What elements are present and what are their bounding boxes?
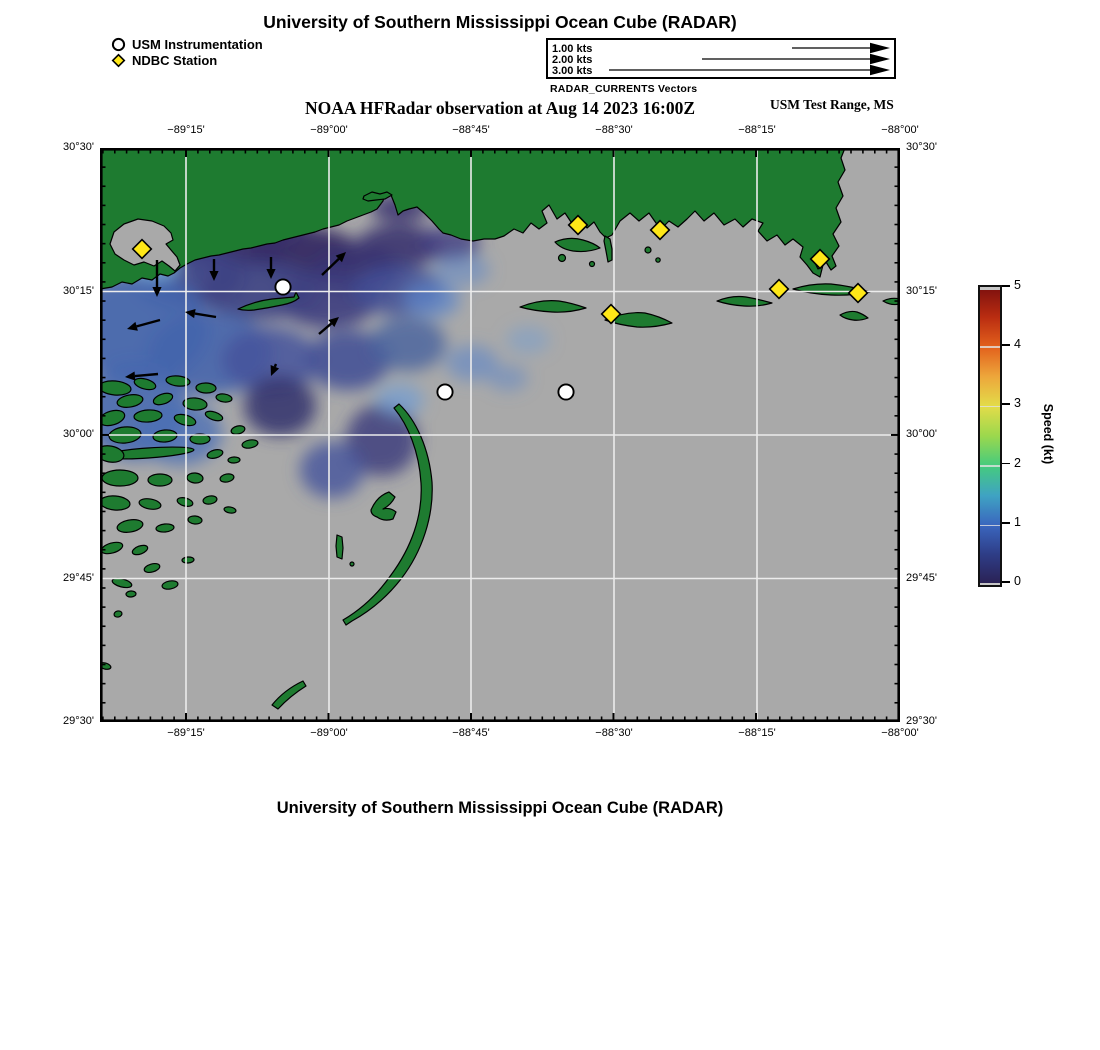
page-title: University of Southern Mississippi Ocean Cube (RADAR) [263, 12, 737, 32]
marsh-islet [126, 591, 136, 598]
colorbar-tick [1002, 463, 1010, 465]
islet [645, 247, 651, 253]
subtitle: NOAA HFRadar observation at Aug 14 2023 16:00Z [304, 98, 696, 118]
marsh-islet [182, 557, 194, 564]
colorbar-title: Speed (kt) [1041, 403, 1055, 465]
vector-scale-label: 1.00 kts [552, 43, 593, 55]
x-axis-label: −88°00' [881, 124, 919, 136]
y-axis-label: 30°30' [906, 141, 937, 153]
x-axis-label: −88°30' [595, 727, 633, 739]
marsh-islet [228, 457, 240, 463]
y-axis-label: 30°00' [63, 428, 94, 440]
y-axis-label: 29°30' [906, 715, 937, 727]
x-axis-label: −88°15' [738, 124, 776, 136]
marsh-islet [148, 474, 172, 486]
colorbar-tick-label: 4 [1014, 337, 1021, 352]
usm-station-marker [275, 279, 290, 294]
vector-scale-caption: RADAR_CURRENTS Vectors [550, 83, 698, 95]
x-axis-label: −88°45' [452, 124, 490, 136]
range-label: USM Test Range, MS [770, 97, 894, 112]
colorbar-tick-label: 5 [1014, 278, 1021, 292]
islet [559, 255, 566, 262]
colorbar-tick-label: 0 [1014, 574, 1021, 588]
usm-station-marker [437, 384, 452, 399]
colorbar-separator [980, 406, 1000, 408]
speed-field-blob [506, 326, 550, 354]
colorbar-cap [980, 287, 1000, 290]
chandeleur-inner-sliver [336, 535, 343, 559]
vector-scale-label: 3.00 kts [552, 65, 593, 77]
legend-label-usm: USM Instrumentation [132, 36, 263, 52]
current-arrow-shaft [275, 364, 276, 367]
speed-field-blob [488, 365, 528, 391]
y-axis-label: 30°00' [906, 428, 937, 440]
map-panel [100, 148, 900, 722]
colorbar-separator [980, 525, 1000, 527]
islet [590, 262, 595, 267]
colorbar-tick-label: 2 [1014, 455, 1021, 470]
colorbar-tick-label: 3 [1014, 396, 1021, 411]
y-axis-label: 29°30' [63, 715, 94, 727]
x-axis-label: −89°00' [310, 727, 348, 739]
colorbar [976, 278, 1100, 589]
colorbar-separator [980, 346, 1000, 348]
islet [350, 562, 354, 566]
colorbar-tick [1002, 344, 1010, 346]
y-axis-label: 29°45' [63, 571, 94, 584]
speed-field-blob [434, 254, 490, 286]
marsh-islet [102, 470, 138, 486]
colorbar-tick [1002, 522, 1010, 524]
bottom-title: University of Southern Mississippi Ocean Cube (RADAR) [276, 799, 724, 817]
y-axis-label: 29°45' [906, 571, 937, 584]
speed-field-blob [300, 442, 364, 498]
colorbar-separator [980, 465, 1000, 467]
colorbar-tick [1002, 403, 1010, 405]
x-axis-label: −89°00' [310, 124, 348, 136]
x-axis-label: −88°45' [452, 727, 490, 739]
x-axis-label: −88°15' [738, 727, 776, 739]
usm-station-marker [558, 384, 573, 399]
colorbar-cap [980, 583, 1000, 586]
y-axis-label: 30°15' [906, 284, 937, 297]
x-axis-label: −89°15' [167, 124, 205, 136]
y-axis-label: 30°30' [63, 141, 94, 153]
colorbar-tick [1002, 581, 1010, 583]
legend-label-ndbc: NDBC Station [132, 52, 218, 68]
marsh-islet [196, 383, 216, 394]
x-axis-label: −88°00' [881, 727, 919, 739]
islet [656, 258, 660, 262]
colorbar-tick [1002, 285, 1010, 287]
map-svg [100, 148, 900, 722]
speed-field-blob [404, 282, 460, 318]
vector-scale-label: 2.00 kts [552, 54, 593, 66]
x-axis-label: −88°30' [595, 124, 633, 136]
x-axis-label: −89°15' [167, 727, 205, 739]
speed-field-blob [370, 317, 446, 371]
y-axis-label: 30°15' [63, 284, 94, 297]
speed-field-blob [244, 376, 316, 436]
colorbar-tick-label: 1 [1014, 514, 1021, 529]
colorbar-bar [978, 285, 1002, 587]
